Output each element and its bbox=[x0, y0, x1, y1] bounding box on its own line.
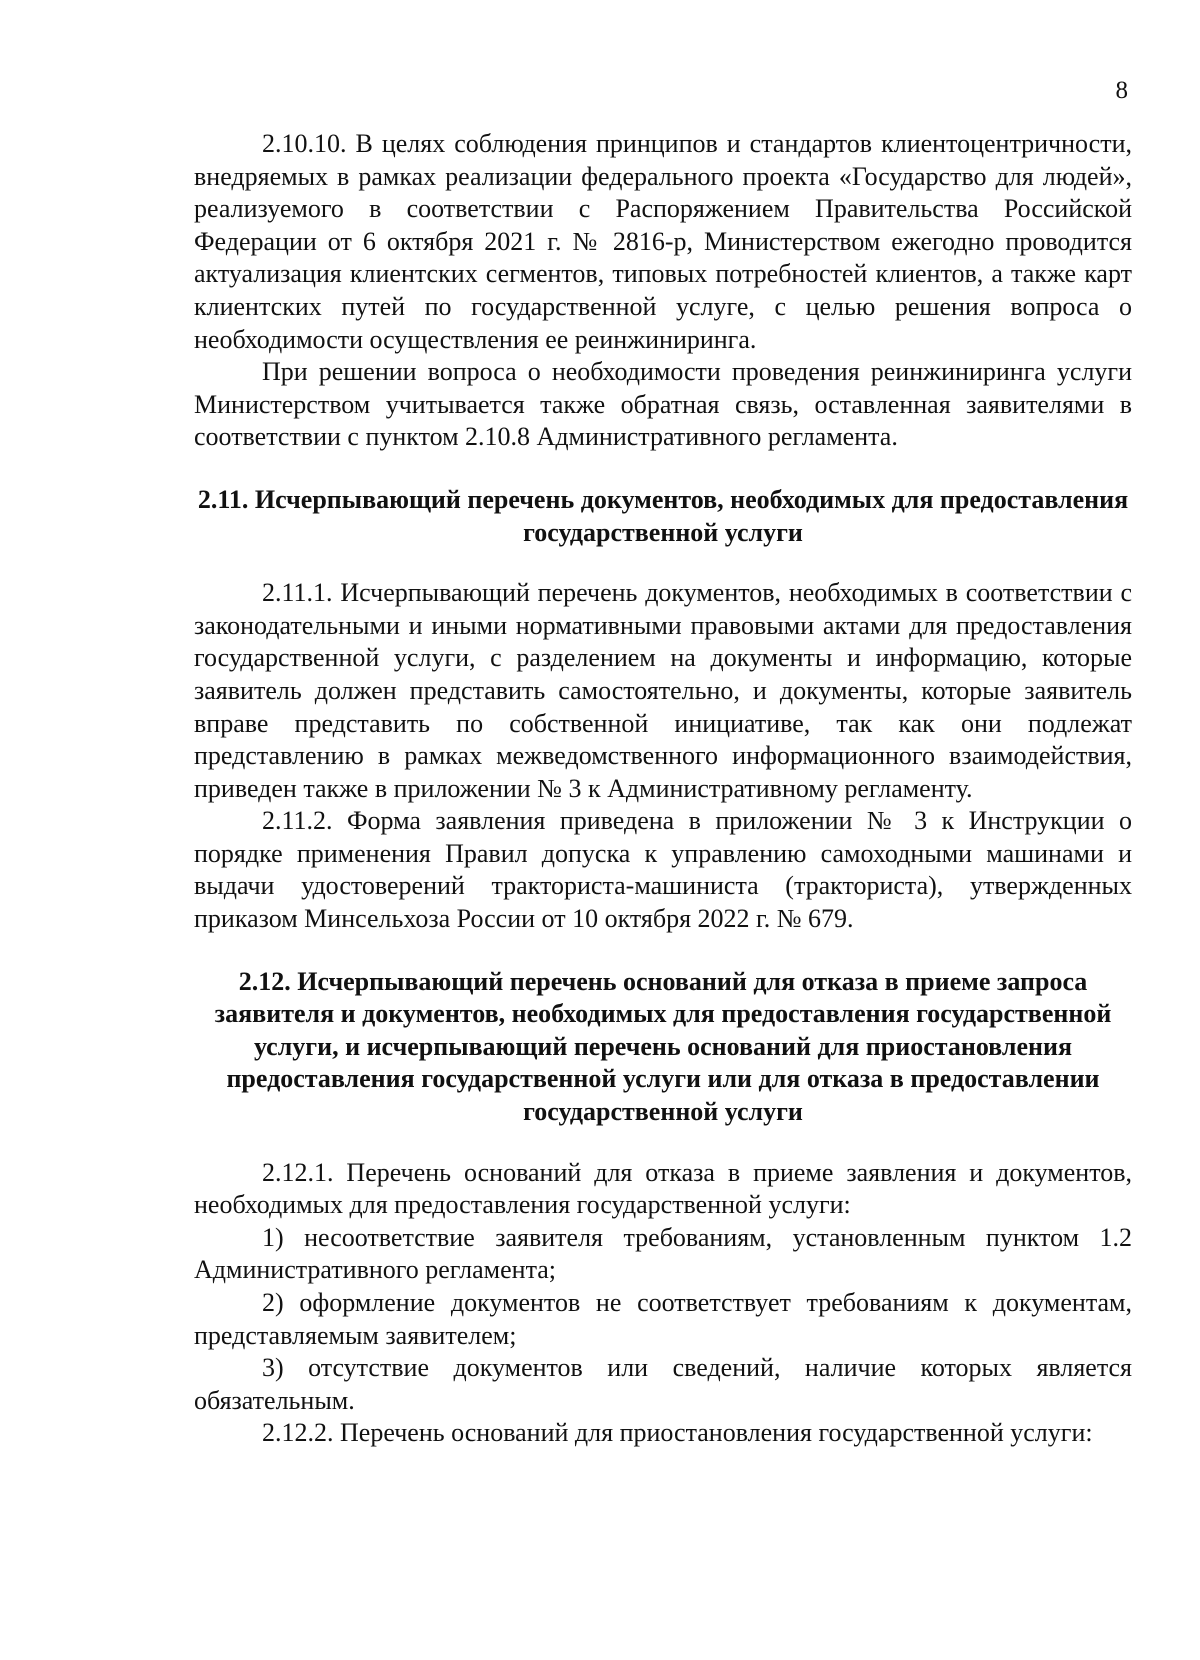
paragraph-2-12-2: 2.12.2. Перечень оснований для приостановления государственной услуги: bbox=[262, 1418, 1093, 1448]
paragraph-2-12-1: 2.12.1. Перечень оснований для отказа в приеме заявления и документов, необходимых для предоставления государственной услуги: bbox=[194, 1157, 1132, 1220]
list-item-3: 3) отсутствие документов или сведений, наличие которых является обязательным. bbox=[194, 1353, 1132, 1415]
heading-2-11: 2.11. Исчерпывающий перечень документов, необходимых для предоставления государственной услуги bbox=[197, 484, 1129, 547]
document-body bbox=[194, 128, 1132, 1450]
list-item-1: 1) несоответствие заявителя требованиям, установленным пунктом 1.2 Административного регламента; bbox=[194, 1222, 1132, 1285]
paragraph-2-11-1: 2.11.1. Исчерпывающий перечень документов, необходимых в соответствии с законодательными и иными нормативными правовыми актами для предоставления государственной услуги, с разделением на документы и информацию, которые заявитель должен представить самостоятельно, и документы, которые заявитель вправе представить по собственной инициативе, так как они подлежат представлению в рамках межведомственного информационного взаимодействия, приведен также в приложении № 3 к Административному регламенту. bbox=[194, 578, 1132, 803]
paragraph-2-10-10: 2.10.10. В целях соблюдения принципов и стандартов клиентоцентричности, внедряемых в рамках реализации федерального проекта «Государство для людей», реализуемого в соответствии с Распоряжением Правительства Российской Федерации от 6 октября 2021 г. № 2816-р, Министерством ежегодно проводится актуализация клиентских сегментов, типовых потребностей клиентов, а также карт клиентских путей по государственной услуге, с целью решения вопроса о необходимости осуществления ее реинжиниринга. bbox=[194, 129, 1132, 354]
paragraph-reengineering-feedback: При решении вопроса о необходимости проведения реинжиниринга услуги Министерством учитывается также обратная связь, оставленная заявителями в соответствии с пунктом 2.10.8 Административного регламента. bbox=[194, 357, 1132, 452]
page-number: 8 bbox=[1115, 77, 1128, 104]
list-item-2: 2) оформление документов не соответствует требованиям к документам, представляемым заявителем; bbox=[194, 1288, 1132, 1350]
paragraph-2-11-2: 2.11.2. Форма заявления приведена в приложении № 3 к Инструкции о порядке применения Правил допуска к управлению самоходными машинами и выдачи удостоверений тракториста-машиниста (тракториста), утвержденных приказом Минсельхоза России от 10 октября 2022 г. № 679. bbox=[194, 806, 1132, 934]
heading-2-12: 2.12. Исчерпывающий перечень оснований для отказа в приеме запроса заявителя и документов, необходимых для предоставления государственной услуги, и исчерпывающий перечень оснований для приостановления предоставления государственной услуги или для отказа в предоставлении государственной услуги bbox=[214, 966, 1112, 1127]
